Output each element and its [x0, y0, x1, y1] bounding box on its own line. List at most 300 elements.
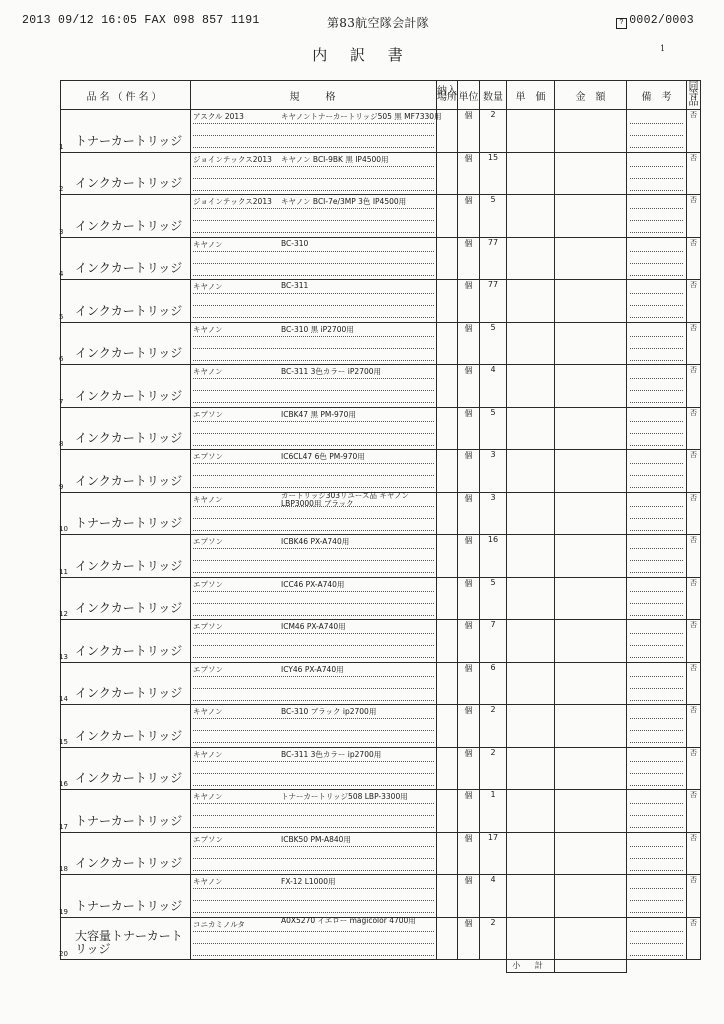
dotted-rule — [630, 378, 683, 379]
dotted-rule — [630, 603, 683, 604]
item-amount-cell — [555, 917, 627, 960]
item-unit: 個 — [458, 705, 480, 748]
item-remarks-cell — [627, 577, 687, 620]
item-remarks-cell — [627, 875, 687, 918]
item-equivalent: 否 — [687, 577, 701, 620]
dotted-rule — [193, 846, 434, 847]
item-remarks-cell — [627, 662, 687, 705]
fax-header — [22, 14, 702, 30]
dotted-rule — [193, 572, 434, 573]
item-spec-cell — [191, 492, 437, 535]
item-model: キヤノン BCI-7e/3MP 3色 IP4500用 — [281, 197, 407, 206]
item-quantity: 2 — [480, 110, 507, 153]
dotted-rule — [630, 220, 683, 221]
item-remarks-cell — [627, 322, 687, 365]
dotted-rule — [193, 591, 434, 592]
item-unit-price-cell — [507, 705, 555, 748]
item-quantity: 7 — [480, 620, 507, 663]
item-delivery-cell — [437, 152, 458, 195]
dotted-rule — [193, 931, 434, 932]
item-remarks-cell — [627, 620, 687, 663]
dotted-rule — [630, 560, 683, 561]
dotted-rule — [630, 645, 683, 646]
item-spec-cell — [191, 195, 437, 238]
item-model: カートリッジ303リユース品 キヤノン LBP3000用 ブラック — [281, 490, 409, 508]
table-header-row — [61, 81, 701, 110]
table-row — [61, 620, 701, 663]
dotted-rule — [193, 633, 434, 634]
dotted-rule — [193, 912, 434, 913]
dotted-rule — [193, 900, 434, 901]
dotted-rule — [630, 730, 683, 731]
item-unit-price-cell — [507, 875, 555, 918]
table-row — [61, 577, 701, 620]
item-delivery-cell — [437, 450, 458, 493]
dotted-rule — [630, 803, 683, 804]
item-spec-cell — [191, 917, 437, 960]
dotted-rule — [630, 336, 683, 337]
item-maker: エプソン — [193, 579, 223, 589]
dotted-rule — [193, 178, 434, 179]
item-unit: 個 — [458, 280, 480, 323]
item-name-cell — [61, 280, 191, 323]
dotted-rule — [630, 147, 683, 148]
table-row — [61, 195, 701, 238]
dotted-rule — [630, 518, 683, 519]
item-delivery-cell — [437, 832, 458, 875]
item-maker: キヤノン — [193, 792, 223, 801]
item-quantity: 3 — [480, 450, 507, 493]
item-number: 10 — [59, 525, 68, 533]
item-unit-price-cell — [507, 365, 555, 408]
subtotal-spacer — [61, 960, 191, 973]
item-remarks-cell — [627, 152, 687, 195]
item-model: キヤノン BCI-9BK 黒 IP4500用 — [281, 154, 389, 164]
item-unit-price-cell — [507, 620, 555, 663]
dotted-rule — [630, 742, 683, 743]
item-equivalent: 否 — [687, 875, 701, 918]
item-maker: コニカミノルタ — [193, 919, 245, 929]
item-unit: 個 — [458, 237, 480, 280]
item-name-cell — [61, 875, 191, 918]
table-row — [61, 237, 701, 280]
item-quantity: 77 — [480, 280, 507, 323]
dotted-rule — [630, 955, 683, 956]
item-unit: 個 — [458, 662, 480, 705]
item-amount-cell — [555, 875, 627, 918]
item-name: インクカートリッジ — [75, 856, 183, 870]
item-maker: ジョインテックス2013 — [193, 154, 272, 164]
item-amount-cell — [555, 705, 627, 748]
item-equivalent: 否 — [687, 195, 701, 238]
dotted-rule — [193, 360, 434, 361]
item-unit-price-cell — [507, 790, 555, 833]
item-amount-cell — [555, 620, 627, 663]
item-quantity: 5 — [480, 195, 507, 238]
item-unit-price-cell — [507, 917, 555, 960]
item-amount-cell — [555, 790, 627, 833]
item-name: インクカートリッジ — [75, 686, 183, 700]
dotted-rule — [630, 305, 683, 306]
dotted-rule — [193, 348, 434, 349]
dotted-rule — [193, 688, 434, 689]
dotted-rule — [193, 530, 434, 531]
item-equivalent: 否 — [687, 790, 701, 833]
item-name-cell — [61, 620, 191, 663]
item-delivery-cell — [437, 322, 458, 365]
dotted-rule — [193, 870, 434, 871]
table-row — [61, 365, 701, 408]
item-name-cell — [61, 407, 191, 450]
dotted-rule — [630, 445, 683, 446]
dotted-rule — [193, 208, 434, 209]
dotted-rule — [193, 487, 434, 488]
dotted-rule — [193, 645, 434, 646]
subtotal-spacer — [480, 960, 507, 973]
item-maker: エプソン — [193, 664, 223, 674]
header-quantity: 数量 — [480, 81, 507, 110]
dotted-rule — [193, 147, 434, 148]
dotted-rule — [630, 506, 683, 507]
dotted-rule — [630, 487, 683, 488]
table-row — [61, 322, 701, 365]
item-number: 19 — [59, 907, 68, 916]
dotted-rule — [193, 305, 434, 306]
dotted-rule — [630, 390, 683, 391]
item-remarks-cell — [627, 492, 687, 535]
item-name: インクカートリッジ — [75, 218, 183, 233]
item-amount-cell — [555, 747, 627, 790]
item-quantity: 77 — [480, 237, 507, 280]
item-maker: キヤノン — [193, 494, 223, 504]
header-delivery-place: 納入場所 — [437, 81, 458, 110]
item-amount-cell — [555, 195, 627, 238]
dotted-rule — [630, 548, 683, 549]
item-quantity: 16 — [480, 535, 507, 578]
table-row — [61, 152, 701, 195]
dotted-rule — [630, 676, 683, 677]
item-spec-cell — [191, 407, 437, 450]
dotted-rule — [630, 421, 683, 422]
table-row — [61, 790, 701, 833]
item-maker: キヤノン — [193, 324, 223, 334]
item-model: BC-310 黒 iP2700用 — [281, 324, 354, 334]
item-quantity: 5 — [480, 407, 507, 450]
table-row — [61, 747, 701, 790]
item-unit: 個 — [458, 747, 480, 790]
table-row — [61, 662, 701, 705]
item-remarks-cell — [627, 535, 687, 578]
header-amount: 金 額 — [555, 81, 627, 110]
item-name-cell — [61, 747, 191, 790]
item-name-cell — [61, 237, 191, 280]
item-maker: キヤノン — [193, 367, 223, 376]
item-unit-price-cell — [507, 832, 555, 875]
item-number: 16 — [59, 780, 68, 788]
item-quantity: 17 — [480, 832, 507, 875]
item-name: インクカートリッジ — [75, 771, 183, 785]
table-row — [61, 492, 701, 535]
item-maker: キヤノン — [193, 749, 223, 759]
table-row — [61, 407, 701, 450]
dotted-rule — [193, 676, 434, 677]
dotted-rule — [630, 591, 683, 592]
dotted-rule — [630, 846, 683, 847]
item-equivalent: 否 — [687, 407, 701, 450]
item-delivery-cell — [437, 705, 458, 748]
item-unit: 個 — [458, 492, 480, 535]
item-name: トナーカートリッジ — [75, 898, 183, 913]
item-unit: 個 — [458, 365, 480, 408]
subtotal-spacer — [687, 960, 701, 973]
dotted-rule — [193, 475, 434, 476]
dotted-rule — [193, 463, 434, 464]
dotted-rule — [193, 560, 434, 561]
item-number: 14 — [59, 695, 68, 703]
item-maker: キヤノン — [193, 707, 223, 716]
fax-box-icon: ? — [616, 18, 627, 29]
dotted-rule — [630, 402, 683, 403]
item-name: トナーカートリッジ — [75, 516, 183, 530]
item-amount-cell — [555, 237, 627, 280]
item-amount-cell — [555, 450, 627, 493]
item-quantity: 6 — [480, 662, 507, 705]
item-maker: キヤノン — [193, 877, 223, 886]
item-name: インクカートリッジ — [75, 431, 183, 445]
dotted-rule — [630, 815, 683, 816]
dotted-rule — [630, 931, 683, 932]
header-spec: 規 格 — [191, 81, 437, 110]
item-model: ICBK50 PM-A840用 — [281, 834, 351, 844]
dotted-rule — [630, 827, 683, 828]
dotted-rule — [630, 317, 683, 318]
item-spec-cell — [191, 662, 437, 705]
item-equivalent: 否 — [687, 535, 701, 578]
item-unit-price-cell — [507, 662, 555, 705]
item-unit-price-cell — [507, 195, 555, 238]
item-quantity: 1 — [480, 790, 507, 833]
item-equivalent: 否 — [687, 662, 701, 705]
item-number: 8 — [59, 440, 64, 448]
item-name-cell — [61, 832, 191, 875]
item-remarks-cell — [627, 407, 687, 450]
item-unit-price-cell — [507, 110, 555, 153]
dotted-rule — [193, 657, 434, 658]
dotted-rule — [193, 166, 434, 167]
dotted-rule — [630, 900, 683, 901]
item-maker: エプソン — [193, 622, 223, 631]
subtotal-spacer — [458, 960, 480, 973]
item-name: インクカートリッジ — [75, 346, 183, 360]
subtotal-spacer — [627, 960, 687, 973]
item-equivalent: 否 — [687, 237, 701, 280]
dotted-rule — [630, 275, 683, 276]
item-model: ICM46 PX-A740用 — [281, 622, 346, 631]
item-quantity: 3 — [480, 492, 507, 535]
item-name: トナーカートリッジ — [75, 133, 183, 148]
item-model: BC-311 3色カラー iP2700用 — [281, 367, 382, 376]
dotted-rule — [630, 888, 683, 889]
dotted-rule — [630, 530, 683, 531]
item-quantity: 4 — [480, 875, 507, 918]
item-equivalent: 否 — [687, 365, 701, 408]
item-maker: キヤノン — [193, 282, 223, 291]
dotted-rule — [193, 263, 434, 264]
item-unit-price-cell — [507, 322, 555, 365]
table-row — [61, 875, 701, 918]
dotted-rule — [630, 208, 683, 209]
item-number: 4 — [59, 270, 64, 278]
item-model: ICY46 PX-A740用 — [281, 664, 344, 674]
item-amount-cell — [555, 662, 627, 705]
item-quantity: 2 — [480, 705, 507, 748]
dotted-rule — [193, 773, 434, 774]
item-spec-cell — [191, 110, 442, 153]
item-name: インクカートリッジ — [75, 176, 183, 190]
header-unit: 単位 — [458, 81, 480, 110]
item-maker: ジョインテックス2013 — [193, 197, 272, 206]
item-amount-cell — [555, 577, 627, 620]
item-model: BC-310 ブラック ip2700用 — [281, 707, 377, 716]
dotted-rule — [630, 785, 683, 786]
item-spec-cell — [191, 705, 437, 748]
item-maker: アスクル 2013 — [193, 112, 244, 121]
item-unit: 個 — [458, 917, 480, 960]
table-row — [61, 917, 701, 960]
subtotal-amount-cell — [555, 960, 627, 973]
dotted-rule — [630, 572, 683, 573]
item-unit-price-cell — [507, 152, 555, 195]
dotted-rule — [193, 293, 434, 294]
dotted-rule — [630, 615, 683, 616]
item-name: インクカートリッジ — [75, 261, 183, 275]
item-unit: 個 — [458, 195, 480, 238]
item-name-cell — [61, 152, 191, 195]
dotted-rule — [630, 700, 683, 701]
item-name-cell — [61, 365, 191, 408]
item-maker: キヤノン — [193, 239, 223, 249]
dotted-rule — [193, 815, 434, 816]
item-equivalent: 否 — [687, 280, 701, 323]
dotted-rule — [630, 463, 683, 464]
item-spec-cell — [191, 322, 437, 365]
item-name: インクカートリッジ — [75, 473, 183, 488]
item-name-cell — [61, 535, 191, 578]
item-name-cell — [61, 110, 191, 153]
dotted-rule — [630, 251, 683, 252]
item-unit-price-cell — [507, 577, 555, 620]
dotted-rule — [193, 785, 434, 786]
item-quantity: 4 — [480, 365, 507, 408]
table-row — [61, 535, 701, 578]
item-amount-cell — [555, 365, 627, 408]
item-number: 15 — [59, 737, 68, 746]
subtotal-label: 小 計 — [507, 960, 555, 973]
item-number: 7 — [59, 397, 64, 406]
item-amount-cell — [555, 832, 627, 875]
item-quantity: 2 — [480, 747, 507, 790]
item-name: インクカートリッジ — [75, 558, 183, 573]
item-name-cell — [61, 322, 191, 365]
dotted-rule — [193, 858, 434, 859]
item-remarks-cell — [627, 790, 687, 833]
item-number: 20 — [59, 950, 68, 958]
item-model: BC-310 — [281, 238, 309, 248]
dotted-rule — [630, 348, 683, 349]
table-row — [61, 110, 701, 153]
item-spec-cell — [191, 790, 437, 833]
item-name: インクカートリッジ — [75, 601, 183, 615]
item-unit: 個 — [458, 790, 480, 833]
fax-sender-name: 第83航空隊会計隊 — [327, 16, 429, 30]
dotted-rule — [630, 943, 683, 944]
document-title: 内 訳 書 — [312, 46, 412, 64]
dotted-rule — [193, 943, 434, 944]
item-model: ICBK46 PX-A740用 — [281, 537, 350, 546]
item-number: 13 — [59, 652, 68, 661]
dotted-rule — [193, 123, 434, 124]
dotted-rule — [630, 718, 683, 719]
item-delivery-cell — [437, 790, 458, 833]
dotted-rule — [630, 178, 683, 179]
item-number: 5 — [59, 312, 64, 321]
dotted-rule — [630, 912, 683, 913]
item-number: 18 — [59, 865, 68, 873]
table-row — [61, 705, 701, 748]
item-number: 11 — [59, 567, 68, 576]
item-remarks-cell — [627, 917, 687, 960]
item-name-cell — [61, 790, 191, 833]
header-item-name: 品名（件名） — [61, 81, 191, 110]
dotted-rule — [193, 378, 434, 379]
item-delivery-cell — [437, 662, 458, 705]
dotted-rule — [193, 317, 434, 318]
item-name-cell — [61, 195, 191, 238]
item-unit: 個 — [458, 875, 480, 918]
item-delivery-cell — [437, 365, 458, 408]
item-model: BC-311 — [281, 281, 309, 290]
item-name: インクカートリッジ — [75, 728, 183, 743]
item-delivery-cell — [437, 577, 458, 620]
dotted-rule — [193, 232, 434, 233]
dotted-rule — [630, 475, 683, 476]
item-name: 大容量トナーカートリッジ — [75, 929, 183, 956]
dotted-rule — [193, 718, 434, 719]
table-row — [61, 450, 701, 493]
header-remarks: 備 考 — [627, 81, 687, 110]
item-spec-cell — [191, 747, 437, 790]
item-rows — [61, 110, 701, 960]
item-model: IC6CL47 6色 PM-970用 — [281, 452, 365, 461]
item-delivery-cell — [437, 747, 458, 790]
item-remarks-cell — [627, 280, 687, 323]
item-number: 6 — [59, 355, 64, 363]
item-equivalent: 否 — [687, 492, 701, 535]
item-remarks-cell — [627, 832, 687, 875]
item-equivalent: 否 — [687, 747, 701, 790]
item-unit-price-cell — [507, 237, 555, 280]
item-unit: 個 — [458, 450, 480, 493]
dotted-rule — [630, 135, 683, 136]
item-remarks-cell — [627, 237, 687, 280]
item-spec-cell — [191, 280, 437, 323]
fax-page-number: 0002/0003 — [629, 14, 694, 27]
item-name: インクカートリッジ — [75, 303, 183, 318]
item-model: ICC46 PX-A740用 — [281, 579, 345, 589]
item-remarks-cell — [627, 195, 687, 238]
dotted-rule — [630, 761, 683, 762]
dotted-rule — [193, 135, 434, 136]
